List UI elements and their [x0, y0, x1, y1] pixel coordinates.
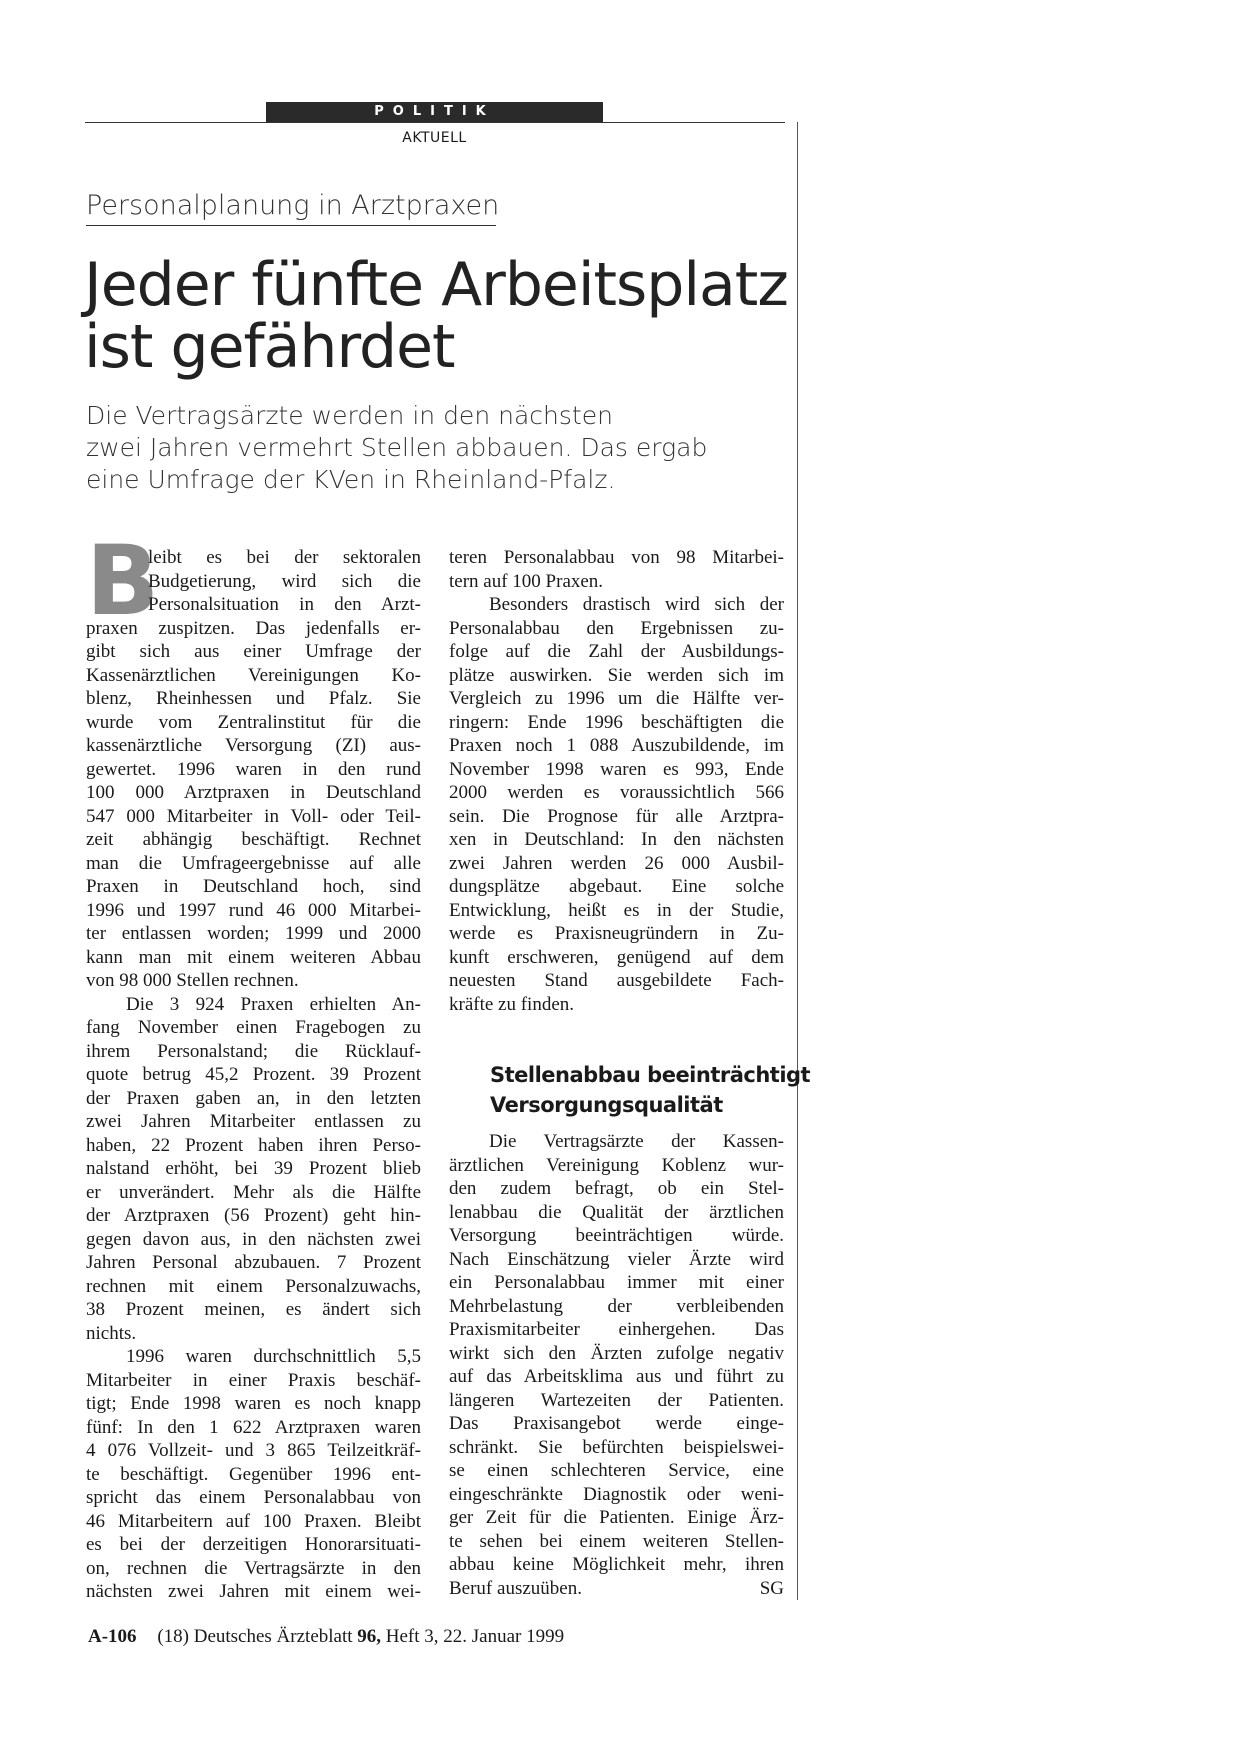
teaser-line: Die Vertragsärzte werden in den nächsten — [86, 401, 613, 430]
subheading-line: Versorgungsqualität — [490, 1093, 723, 1117]
footer-issue: (18) Deutsches Ärzteblatt — [157, 1626, 353, 1647]
body-column-left — [86, 546, 421, 1604]
text-line: rechnen mit einem Personalzuwachs, — [86, 1275, 421, 1297]
text-line: Praxen noch 1 088 Auszubildende, im — [449, 735, 784, 756]
text-line: Jahren Personal abzubauen. 7 Prozent — [86, 1252, 421, 1273]
header-rule — [85, 122, 785, 123]
text-line: er unverändert. Mehr als die Hälfte — [86, 1181, 421, 1203]
text-line: Vergleich zu 1996 um die Hälfte ver- — [449, 688, 784, 709]
article-kicker: Personalplanung in Arztpraxen — [86, 190, 496, 226]
text-line: folge auf die Zahl der Ausbildungs- — [449, 641, 784, 662]
subheading-line: Stellenabbau beeinträchtigt — [490, 1063, 811, 1087]
text-line: nichts. — [86, 1322, 137, 1344]
text-line: Budgetierung, wird sich die — [148, 570, 421, 592]
closing-line — [449, 1577, 784, 1601]
text-line: 46 Mitarbeitern auf 100 Praxen. Bleibt — [86, 1510, 421, 1532]
text-line: xen in Deutschland: In den nächsten — [449, 829, 784, 850]
text-line: gibt sich aus einer Umfrage der — [86, 641, 421, 662]
text-line: Die 3 924 Praxen erhielten An- — [126, 993, 421, 1015]
text-line: abbau keine Möglichkeit mehr, ihren — [449, 1554, 784, 1575]
text-line: Besonders drastisch wird sich der — [489, 594, 784, 615]
text-line: November 1998 waren es 993, Ende — [449, 758, 784, 780]
text-line: Das Praxisangebot werde einge- — [449, 1413, 784, 1434]
text-line: der Praxen gaben an, in den letzten — [86, 1087, 421, 1109]
text-line: Personalabbau den Ergebnissen zu- — [449, 617, 784, 639]
text-line: quote betrug 45,2 Prozent. 39 Prozent — [86, 1064, 421, 1085]
text-line: tern auf 100 Praxen. — [449, 570, 604, 592]
text-line: Versorgung beeinträchtigen würde. — [449, 1225, 784, 1246]
text-line: neuesten Stand ausgebildete Fach- — [449, 970, 784, 991]
text-line: ter entlassen worden; 1999 und 2000 — [86, 923, 421, 944]
text-line: man die Umfrageergebnisse auf alle — [86, 852, 421, 874]
text-line: haben, 22 Prozent haben ihren Perso- — [86, 1134, 421, 1156]
text-line: werde es Praxisneugründern in Zu- — [449, 923, 784, 944]
drop-cap: B — [86, 525, 160, 637]
text-line: 1996 und 1997 rund 46 000 Mitarbei- — [86, 899, 421, 921]
text-line: 100 000 Arztpraxen in Deutschland — [86, 782, 421, 803]
text-line: Praxismitarbeiter einhergehen. Das — [449, 1319, 784, 1340]
text-line: fang November einen Fragebogen zu — [86, 1017, 421, 1038]
body-column-right-continued — [449, 1130, 784, 1600]
text-line: kräfte zu finden. — [449, 993, 575, 1015]
text-line: ihrem Personalstand; die Rücklauf- — [86, 1040, 421, 1062]
text-line: fünf: In den 1 622 Arztpraxen waren — [86, 1416, 421, 1438]
article-headline — [84, 250, 788, 382]
text-line: der Arztpraxen (56 Prozent) geht hin- — [86, 1205, 421, 1226]
text-line: gewertet. 1996 waren in den rund — [86, 758, 421, 780]
text-line: Beruf auszuüben. — [449, 1577, 582, 1599]
subsection-label: AKTUELL — [402, 130, 467, 146]
page-number: A-106 — [88, 1626, 137, 1647]
teaser-line: zwei Jahren vermehrt Stellen abbauen. Das ergab — [86, 433, 708, 462]
text-line: auf das Arbeitsklima aus und führt zu — [449, 1366, 784, 1387]
text-line: se einen schlechteren Service, eine — [449, 1460, 784, 1481]
text-line: ärztlichen Vereinigung Koblenz wur- — [449, 1154, 784, 1176]
text-line: ger Zeit für die Patienten. Einige Ärz- — [449, 1507, 784, 1528]
text-line: Praxen in Deutschland hoch, sind — [86, 876, 421, 897]
text-line: teren Personalabbau von 98 Mitarbei- — [449, 547, 784, 568]
text-line: Entwicklung, heißt es in der Studie, — [449, 899, 784, 921]
subheading — [490, 1060, 811, 1120]
section-label: POLITIK — [266, 102, 603, 122]
text-line: sein. Die Prognose für alle Arztpra- — [449, 805, 784, 827]
footer-volume: 96, — [357, 1626, 382, 1647]
text-line: schränkt. Sie befürchten beispielswei- — [449, 1436, 784, 1458]
text-line: on, rechnen die Vertragsärzte in den — [86, 1557, 421, 1579]
text-line: Mitarbeiter in einer Praxis beschäf- — [86, 1369, 421, 1391]
text-line: längeren Wartezeiten der Patienten. — [449, 1389, 784, 1411]
text-line: lenabbau die Qualität der ärztlichen — [449, 1201, 784, 1223]
text-line: Mehrbelastung der verbleibenden — [449, 1295, 784, 1317]
text-line: nalstand erhöht, bei 39 Prozent blieb — [86, 1158, 421, 1179]
text-line: 2000 werden es voraussichtlich 566 — [449, 782, 784, 803]
text-line: tigt; Ende 1998 waren es noch knapp — [86, 1393, 421, 1414]
teaser-line: eine Umfrage der KVen in Rheinland-Pfalz. — [86, 465, 616, 494]
headline-line: ist gefährdet — [84, 312, 455, 382]
text-line: es bei der derzeitigen Honorarsituati- — [86, 1534, 421, 1555]
text-line: kunft erschweren, genügend auf dem — [449, 946, 784, 968]
text-line: 38 Prozent meinen, es ändert sich — [86, 1299, 421, 1320]
text-line: kassenärztliche Versorgung (ZI) aus- — [86, 735, 421, 756]
text-line: te beschäftigt. Gegenüber 1996 ent- — [86, 1463, 421, 1485]
text-line: zwei Jahren Mitarbeiter entlassen zu — [86, 1111, 421, 1132]
headline-line: Jeder fünfte Arbeitsplatz — [84, 250, 788, 320]
body-column-right — [449, 546, 784, 1016]
text-line: gegen davon aus, in den nächsten zwei — [86, 1228, 421, 1250]
text-line: dungsplätze abgebaut. Eine solche — [449, 876, 784, 897]
text-line: eingeschränkte Diagnostik oder weni- — [449, 1483, 784, 1505]
text-line: den zudem befragt, ob ein Stel- — [449, 1178, 784, 1199]
page-footer — [88, 1626, 564, 1648]
text-line: von 98 000 Stellen rechnen. — [86, 970, 299, 991]
text-line: zeit abhängig beschäftigt. Rechnet — [86, 829, 421, 850]
text-line: nächsten zwei Jahren mit einem wei- — [86, 1581, 421, 1602]
article-teaser — [86, 400, 786, 496]
text-line: leibt es bei der sektoralen — [148, 547, 421, 568]
text-line: Nach Einschätzung vieler Ärzte wird — [449, 1248, 784, 1270]
text-line: wurde vom Zentralinstitut für die — [86, 711, 421, 733]
text-line: te sehen bei einem weiteren Stellen- — [449, 1530, 784, 1552]
text-line: praxen zuspitzen. Das jedenfalls er- — [86, 617, 421, 639]
text-line: ringern: Ende 1996 beschäftigten die — [449, 711, 784, 733]
text-line: spricht das einem Personalabbau von — [86, 1487, 421, 1508]
text-line: wirkt sich den Ärzten zufolge negativ — [449, 1342, 784, 1364]
text-line: Die Vertragsärzte der Kassen- — [489, 1131, 784, 1152]
text-line: 4 076 Vollzeit- und 3 865 Teilzeitkräf- — [86, 1440, 421, 1461]
text-line: Kassenärztlichen Vereinigungen Ko- — [86, 664, 421, 686]
text-line: plätze auswirken. Sie werden sich im — [449, 664, 784, 686]
column-rule — [797, 122, 798, 1600]
footer-date: Heft 3, 22. Januar 1999 — [385, 1626, 565, 1647]
text-line: zwei Jahren werden 26 000 Ausbil- — [449, 852, 784, 874]
text-line: 547 000 Mitarbeiter in Voll- oder Teil- — [86, 805, 421, 827]
text-line: 1996 waren durchschnittlich 5,5 — [126, 1346, 421, 1367]
text-line: kann man mit einem weiteren Abbau — [86, 946, 421, 968]
text-line: Personalsituation in den Arzt- — [148, 594, 421, 615]
text-line: blenz, Rheinhessen und Pfalz. Sie — [86, 688, 421, 709]
author-initials: SG — [759, 1577, 784, 1599]
text-line: ein Personalabbau immer mit einer — [449, 1272, 784, 1293]
